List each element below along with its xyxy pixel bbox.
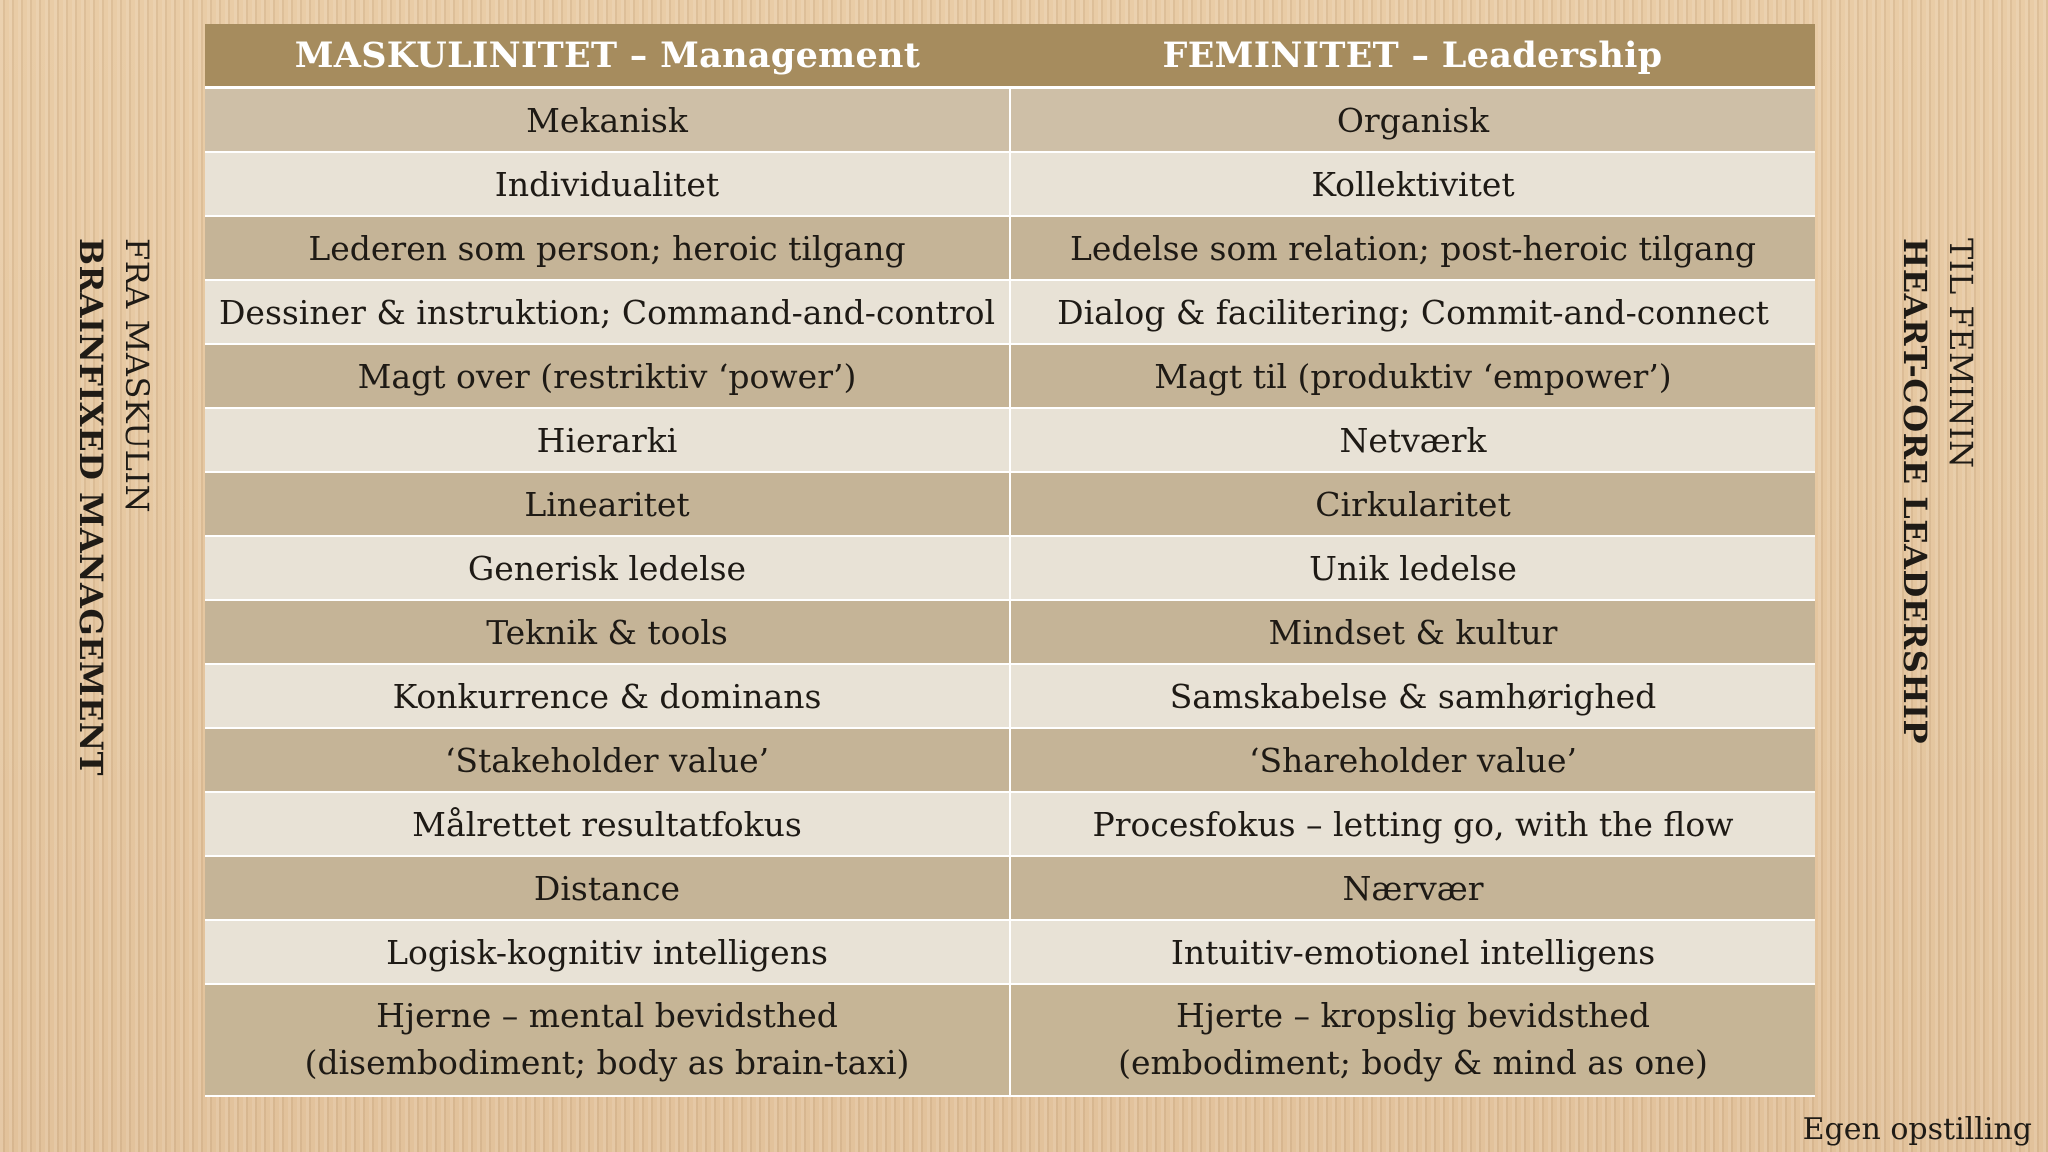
cell-left: Magt over (restriktiv ‘power’): [205, 344, 1010, 408]
cell-right: Ledelse som relation; post-heroic tilgang: [1010, 216, 1815, 280]
cell-left: Individualitet: [205, 152, 1010, 216]
source-credit: Egen opstilling: [1802, 1112, 2032, 1147]
cell-left: Mekanisk: [205, 88, 1010, 153]
cell-left: Målrettet resultatfokus: [205, 792, 1010, 856]
cell-left: ‘Stakeholder value’: [205, 728, 1010, 792]
comparison-table-container: [205, 24, 1815, 1097]
table-row: [205, 600, 1815, 664]
comparison-table: [205, 24, 1815, 1097]
cell-left-line-1: Hjerne – mental bevidsthed: [376, 996, 838, 1036]
cell-right: Netværk: [1010, 408, 1815, 472]
cell-left: Logisk-kognitiv intelligens: [205, 920, 1010, 984]
table-row: [205, 408, 1815, 472]
cell-right: Dialog & facilitering; Commit-and-connect: [1010, 280, 1815, 344]
cell-left: Konkurrence & dominans: [205, 664, 1010, 728]
right-side-label: [1884, 238, 1984, 798]
cell-left: Dessiner & instruktion; Command-and-control: [205, 280, 1010, 344]
right-side-subtitle: TIL FEMININ: [1942, 238, 1980, 469]
table-row-last: [205, 984, 1815, 1096]
cell-right-line-2: (embodiment; body & mind as one): [1118, 1043, 1708, 1082]
left-side-title: BRAINFIXED MANAGEMENT: [72, 238, 110, 776]
cell-right: Magt til (produktiv ‘empower’): [1010, 344, 1815, 408]
table-row: [205, 280, 1815, 344]
cell-right: Unik ledelse: [1010, 536, 1815, 600]
header-masculinity: MASKULINITET – Management: [205, 24, 1010, 88]
cell-left: Linearitet: [205, 472, 1010, 536]
right-side-title: HEART-CORE LEADERSHIP: [1896, 238, 1934, 745]
cell-right: Organisk: [1010, 88, 1815, 153]
cell-right-line-1: Hjerte – kropslig bevidsthed: [1175, 996, 1651, 1036]
cell-left-line-2: (disembodiment; body as brain-taxi): [304, 1043, 910, 1082]
table-row: [205, 664, 1815, 728]
table-row: [205, 344, 1815, 408]
cell-right: Procesfokus – letting go, with the flow: [1010, 792, 1815, 856]
cell-right: Samskabelse & samhørighed: [1010, 664, 1815, 728]
table-row: [205, 152, 1815, 216]
table-row: [205, 536, 1815, 600]
header-row: [205, 24, 1815, 88]
cell-left: Distance: [205, 856, 1010, 920]
table-row: [205, 856, 1815, 920]
cell-right: Nærvær: [1010, 856, 1815, 920]
cell-right: Intuitiv-emotionel intelligens: [1010, 920, 1815, 984]
table-row: [205, 920, 1815, 984]
cell-right: [1010, 984, 1815, 1096]
table-row: [205, 792, 1815, 856]
table-row: [205, 88, 1815, 153]
cell-left: Hierarki: [205, 408, 1010, 472]
cell-left: [205, 984, 1010, 1096]
header-femininity: FEMINITET – Leadership: [1010, 24, 1815, 88]
table-row: [205, 472, 1815, 536]
cell-right: Cirkularitet: [1010, 472, 1815, 536]
cell-right: Kollektivitet: [1010, 152, 1815, 216]
left-side-subtitle: FRA MASKULIN: [118, 238, 156, 513]
cell-left: Teknik & tools: [205, 600, 1010, 664]
left-side-label: [60, 238, 160, 798]
cell-right: Mindset & kultur: [1010, 600, 1815, 664]
cell-left: Generisk ledelse: [205, 536, 1010, 600]
table-row: [205, 728, 1815, 792]
cell-left: Lederen som person; heroic tilgang: [205, 216, 1010, 280]
table-row: [205, 216, 1815, 280]
cell-right: ‘Shareholder value’: [1010, 728, 1815, 792]
